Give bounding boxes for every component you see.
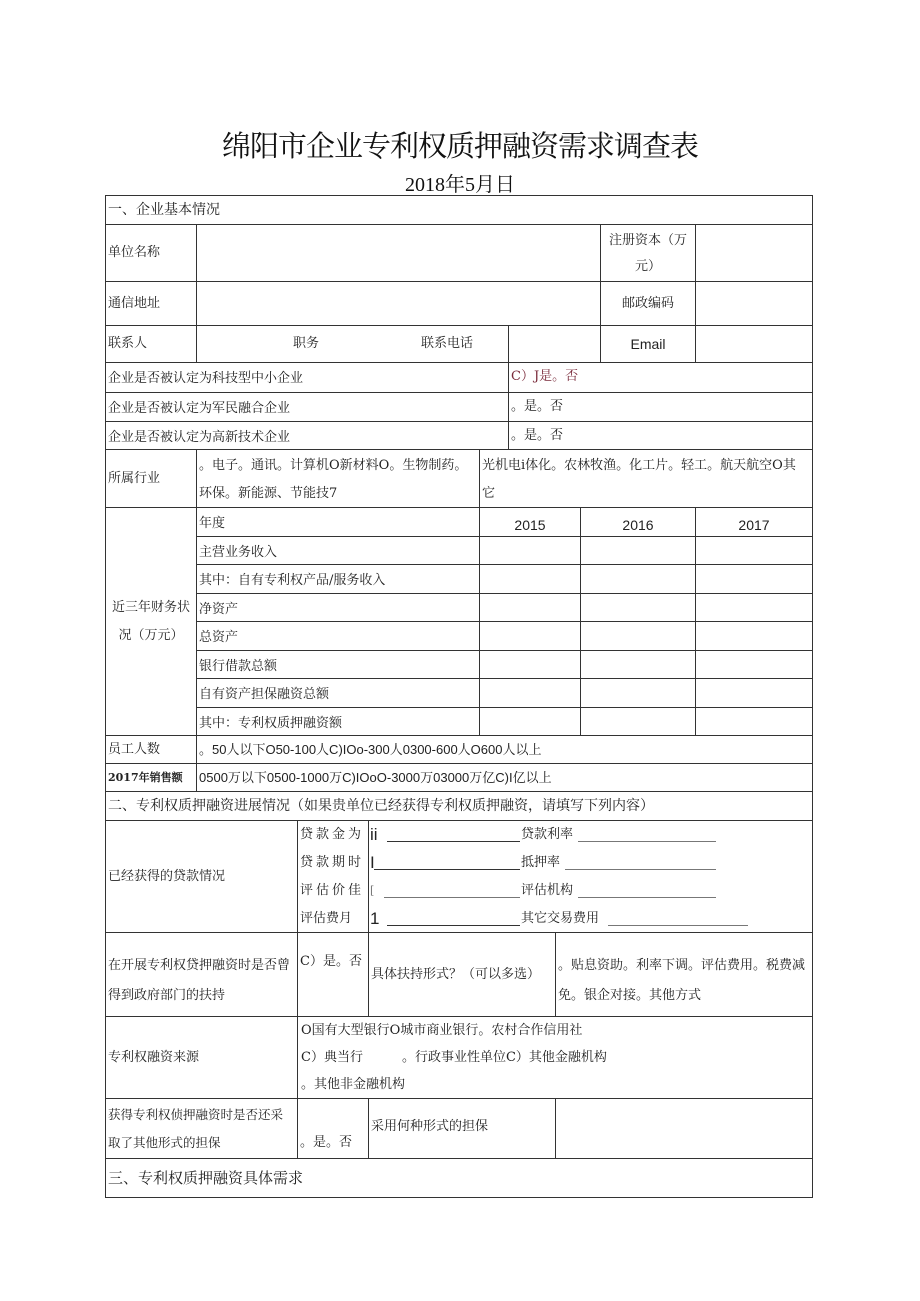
address-label-text: 通信地址: [108, 295, 161, 311]
year-label-text: 年度: [199, 516, 226, 531]
year-2017-text: 2017: [738, 517, 770, 533]
industry-checkbox-group-left[interactable]: 。电子。通讯。计算机O新材料O。生物制药。环保。新能源、节能技7: [199, 458, 468, 501]
funding-source-line[interactable]: C）典当行 。行政事业性单位C）其他金融机构: [301, 1050, 607, 1065]
finance-cell[interactable]: [479, 707, 581, 736]
section2-heading: [105, 791, 813, 821]
section3-heading: [105, 1158, 813, 1198]
support-form-options[interactable]: [555, 932, 813, 1017]
support-form-checkbox-group[interactable]: 。贴息资助。利率下调。评估费用。税费减免。银企对接。其他方式: [558, 958, 806, 1003]
registered-capital-input[interactable]: [695, 224, 813, 282]
appraisal-fee-input[interactable]: [387, 911, 520, 926]
survey-date: 2018年5月日: [405, 174, 515, 196]
finance-row-label-text: 主营业务收入: [199, 545, 278, 560]
address-input[interactable]: [196, 281, 601, 326]
sales-label-text: 2017年销售额: [108, 771, 183, 784]
guarantee-form-label: [368, 1098, 556, 1159]
funding-source-label: [105, 1016, 298, 1099]
finance-cell[interactable]: [580, 564, 696, 594]
finance-row-label: [196, 621, 480, 651]
hightech-label: [105, 421, 509, 450]
loan-rate-input[interactable]: [578, 827, 716, 842]
hightech-radio-group[interactable]: 。是。否: [511, 428, 564, 443]
appraisal-value-label: 评估价佳: [300, 883, 365, 898]
pledge-rate-label: 抵押率: [521, 855, 561, 870]
section1-heading: [105, 195, 813, 225]
support-form-label: [368, 932, 556, 1017]
loan-amount-label: 贷款金为: [300, 827, 365, 842]
year-2016: [580, 507, 696, 537]
appraisal-agency-label: 评估机构: [521, 883, 574, 898]
tech-sme-label-text: 企业是否被认定为科技型中小企业: [108, 371, 304, 386]
loan-amount-prefix: ii: [370, 825, 378, 844]
industry-label: [105, 449, 197, 508]
loan-field-labels: [297, 820, 369, 933]
finance-cell[interactable]: [580, 621, 696, 651]
finance-row-label: [196, 536, 480, 565]
military-options[interactable]: [508, 392, 813, 422]
finance-cell[interactable]: [580, 707, 696, 736]
other-guarantee-options[interactable]: [297, 1098, 369, 1159]
finance-cell[interactable]: [580, 593, 696, 622]
funding-source-line[interactable]: 。其他非金融机构: [301, 1077, 406, 1092]
address-label: [105, 281, 197, 326]
other-guarantee-radio-group[interactable]: 。是。否: [300, 1135, 353, 1150]
appraisal-fee-label: 评估费月: [300, 911, 353, 926]
postcode-label-text: 邮政编码: [621, 295, 674, 311]
gov-support-label-text: 在开展专利权贷押融资时是否曾得到政府部门的扶持: [108, 958, 291, 1003]
appraisal-fee-row: [370, 905, 812, 933]
hightech-options[interactable]: [508, 421, 813, 450]
tech-sme-options[interactable]: [508, 362, 813, 393]
finance-cell[interactable]: [580, 678, 696, 708]
gov-support-options[interactable]: [297, 932, 369, 1017]
other-guarantee-label-text: 获得专利权侦押融资时是否还采取了其他形式的担保: [108, 1107, 284, 1150]
gov-support-label: [105, 932, 298, 1017]
pledge-rate-input[interactable]: [565, 855, 716, 870]
loan-term-input[interactable]: [374, 855, 520, 870]
finance-cell[interactable]: [479, 650, 581, 679]
registered-capital-label-text: 注册资本（万元）: [608, 233, 687, 274]
email-label-text: Email: [630, 336, 666, 352]
contact-label-text: 联系人: [108, 336, 148, 351]
funding-source-label-text: 专利权融资来源: [108, 1049, 200, 1065]
tech-sme-radio-group[interactable]: C）J是。否: [511, 369, 579, 384]
sales-radio-group[interactable]: 0500万以下0500-1000万C)IOoO-3000万03000万亿C)I亿以上: [199, 770, 552, 785]
loan-term-label: 贷款期时: [300, 855, 365, 870]
finance-row-label: [196, 678, 480, 708]
appraisal-fee-prefix: 1: [370, 909, 380, 928]
industry-options-right[interactable]: [479, 449, 813, 508]
finance-row-label-text: 银行借款总额: [199, 659, 278, 674]
staff-label: [105, 735, 197, 764]
tech-sme-label: [105, 362, 509, 393]
finance-cell[interactable]: [479, 593, 581, 622]
military-label-text: 企业是否被认定为军民融合企业: [108, 401, 291, 416]
guarantee-form-label-text: 采用何种形式的担保: [371, 1119, 489, 1134]
hightech-label-text: 企业是否被认定为高新技术企业: [108, 430, 291, 445]
section2-heading-text: 二、专利权质押融资进展情况（如果贵单位已经获得专利权质押融资，请填写下列内容）: [108, 798, 654, 814]
finance-year-label: [196, 507, 480, 537]
appraisal-value-prefix: [: [370, 884, 375, 897]
phone-input[interactable]: [508, 325, 601, 363]
appraisal-value-row: [370, 877, 812, 905]
finance-label-text: 近三年财务状况（万元）: [111, 599, 190, 643]
section3-heading-text: 三、专利权质押融资具体需求: [108, 1169, 304, 1187]
other-guarantee-label: [105, 1098, 298, 1159]
loan-amount-row: [370, 821, 812, 849]
unit-name-label: [105, 224, 197, 282]
staff-radio-group[interactable]: 。50人以下O50-100人C)IOo-300人0300-600人O600人以上: [199, 742, 542, 757]
contact-position-phone-cell[interactable]: [196, 325, 509, 363]
loans-label: [105, 820, 298, 933]
finance-cell[interactable]: [479, 536, 581, 565]
finance-row-label: [196, 650, 480, 679]
finance-cell[interactable]: [695, 536, 813, 565]
finance-cell[interactable]: [479, 621, 581, 651]
military-label: [105, 392, 509, 422]
finance-row-label: [196, 707, 480, 736]
gov-support-radio-group[interactable]: C）是。否: [300, 954, 362, 969]
finance-row-label-text: 总资产: [199, 630, 239, 645]
finance-row-label-text: 其中：专利权质押融资额: [199, 716, 343, 731]
loan-rate-label: 贷款利率: [521, 827, 574, 842]
support-form-label-text: 具体扶持形式？（可以多选）: [371, 966, 541, 982]
sales-options[interactable]: [196, 763, 813, 792]
staff-label-text: 员工人数: [108, 742, 161, 757]
year-2015: [479, 507, 581, 537]
appraisal-value-input[interactable]: [384, 883, 520, 898]
loan-term-prefix: I: [370, 853, 375, 872]
year-2017: [695, 507, 813, 537]
loan-term-row: [370, 849, 812, 877]
loans-label-text: 已经获得的贷款情况: [108, 868, 226, 884]
finance-cell[interactable]: [695, 564, 813, 594]
finance-cell[interactable]: [580, 650, 696, 679]
finance-row-label-text: 自有资产担保融资总额: [199, 687, 330, 702]
phone-label: 联系电话: [421, 336, 474, 351]
page-title: 绵阳市企业专利权质押融资需求调查表: [221, 129, 698, 163]
finance-cell[interactable]: [580, 536, 696, 565]
loan-field-inputs: [368, 820, 813, 933]
other-fee-label: 其它交易费用: [521, 911, 600, 926]
unit-name-input[interactable]: [196, 224, 601, 282]
year-2015-text: 2015: [514, 517, 546, 533]
finance-cell[interactable]: [695, 650, 813, 679]
industry-checkbox-group-right[interactable]: 光机电i体化。农林牧渔。化工片。轻工。航天航空O其它: [482, 458, 796, 501]
industry-label-text: 所属行业: [108, 470, 161, 486]
finance-cell[interactable]: [479, 564, 581, 594]
loan-amount-input[interactable]: [387, 827, 520, 842]
section1-heading-text: 一、企业基本情况: [108, 202, 220, 218]
email-label: [600, 325, 696, 363]
position-label: 职务: [293, 336, 320, 351]
military-radio-group[interactable]: 。是。否: [511, 399, 564, 414]
unit-name-label-text: 单位名称: [108, 245, 161, 260]
staff-options[interactable]: [196, 735, 813, 764]
finance-label: [105, 507, 197, 736]
finance-cell[interactable]: [695, 593, 813, 622]
industry-options-left[interactable]: [196, 449, 480, 508]
funding-source-options[interactable]: [297, 1016, 813, 1099]
other-fee-input[interactable]: [608, 911, 748, 926]
email-input[interactable]: [695, 325, 813, 363]
guarantee-form-input[interactable]: [555, 1098, 813, 1159]
appraisal-agency-input[interactable]: [578, 883, 716, 898]
funding-source-line[interactable]: O国有大型银行O城市商业银行。农村合作信用社: [301, 1023, 583, 1038]
postcode-label: [600, 281, 696, 326]
finance-row-label: [196, 593, 480, 622]
finance-cell[interactable]: [695, 678, 813, 708]
finance-cell[interactable]: [695, 621, 813, 651]
contact-label: [105, 325, 197, 363]
finance-row-label-text: 其中：自有专利权产品/服务收入: [199, 573, 386, 588]
postcode-input[interactable]: [695, 281, 813, 326]
sales-label: [105, 763, 197, 792]
finance-row-label-text: 净资产: [199, 602, 239, 617]
finance-row-label: [196, 564, 480, 594]
finance-cell[interactable]: [479, 678, 581, 708]
registered-capital-label: [600, 224, 696, 282]
finance-cell[interactable]: [695, 707, 813, 736]
year-2016-text: 2016: [622, 517, 654, 533]
